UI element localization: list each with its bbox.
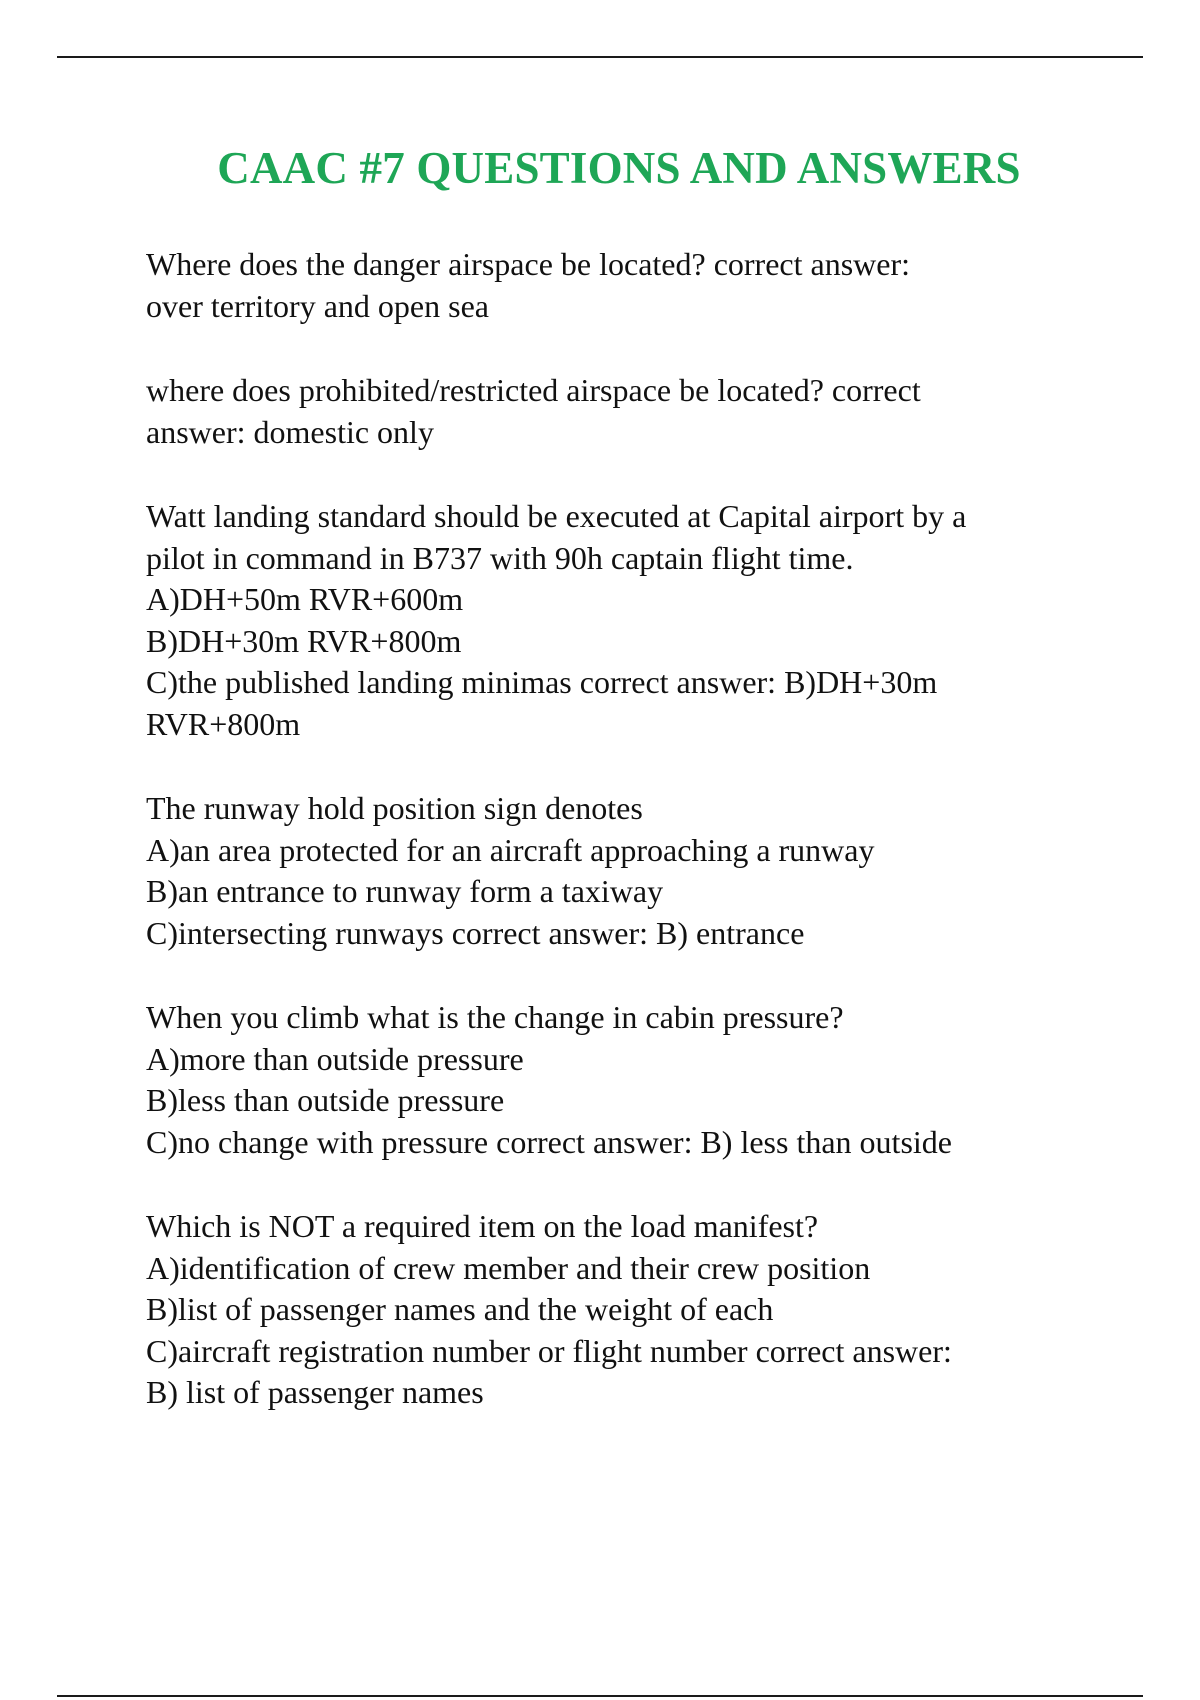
qa-line: C)the published landing minimas correct answer: B)DH+30m	[146, 664, 938, 700]
qa-item-6	[146, 1206, 1106, 1414]
page-title: CAAC #7 QUESTIONS AND ANSWERS	[217, 143, 1021, 193]
qa-line: Which is NOT a required item on the load manifest?	[146, 1208, 819, 1244]
qa-line: A)DH+50m RVR+600m	[146, 581, 464, 617]
qa-line: A)more than outside pressure	[146, 1040, 524, 1077]
top-divider	[57, 56, 1143, 58]
qa-line: RVR+800m	[146, 705, 301, 742]
qa-line: over territory and open sea	[146, 287, 489, 324]
qa-item-1	[146, 244, 1106, 327]
qa-item-2	[146, 370, 1106, 453]
qa-line: pilot in command in B737 with 90h captain flight time.	[146, 539, 854, 576]
qa-line: answer: domestic only	[146, 413, 434, 450]
qa-line: B)DH+30m RVR+800m	[146, 622, 462, 659]
qa-line: B)an entrance to runway form a taxiway	[146, 873, 664, 909]
qa-line: B)less than outside pressure	[146, 1082, 505, 1118]
qa-item-5	[146, 997, 1106, 1163]
qa-line: C)no change with pressure correct answer: B) less than outside	[146, 1123, 952, 1160]
qa-line: The runway hold position sign denotes	[146, 790, 643, 826]
bottom-divider	[57, 1695, 1143, 1697]
qa-item-4	[146, 788, 1106, 954]
qa-line: A)identification of crew member and their crew position	[146, 1249, 871, 1286]
qa-line: A)an area protected for an aircraft approaching a runway	[146, 831, 875, 868]
qa-line: Watt landing standard should be executed at Capital airport by a	[146, 498, 967, 534]
qa-line: C)intersecting runways correct answer: B) entrance	[146, 914, 805, 951]
qa-line: B) list of passenger names	[146, 1374, 484, 1410]
qa-line: C)aircraft registration number or flight number correct answer:	[146, 1332, 952, 1369]
qa-line: B)list of passenger names and the weight of each	[146, 1291, 774, 1327]
qa-item-3	[146, 496, 1106, 745]
qa-line: where does prohibited/restricted airspace be located? correct	[146, 372, 921, 408]
qa-list	[146, 244, 1106, 1457]
qa-line: Where does the danger airspace be located? correct answer:	[146, 246, 911, 282]
qa-line: When you climb what is the change in cabin pressure?	[146, 999, 844, 1035]
